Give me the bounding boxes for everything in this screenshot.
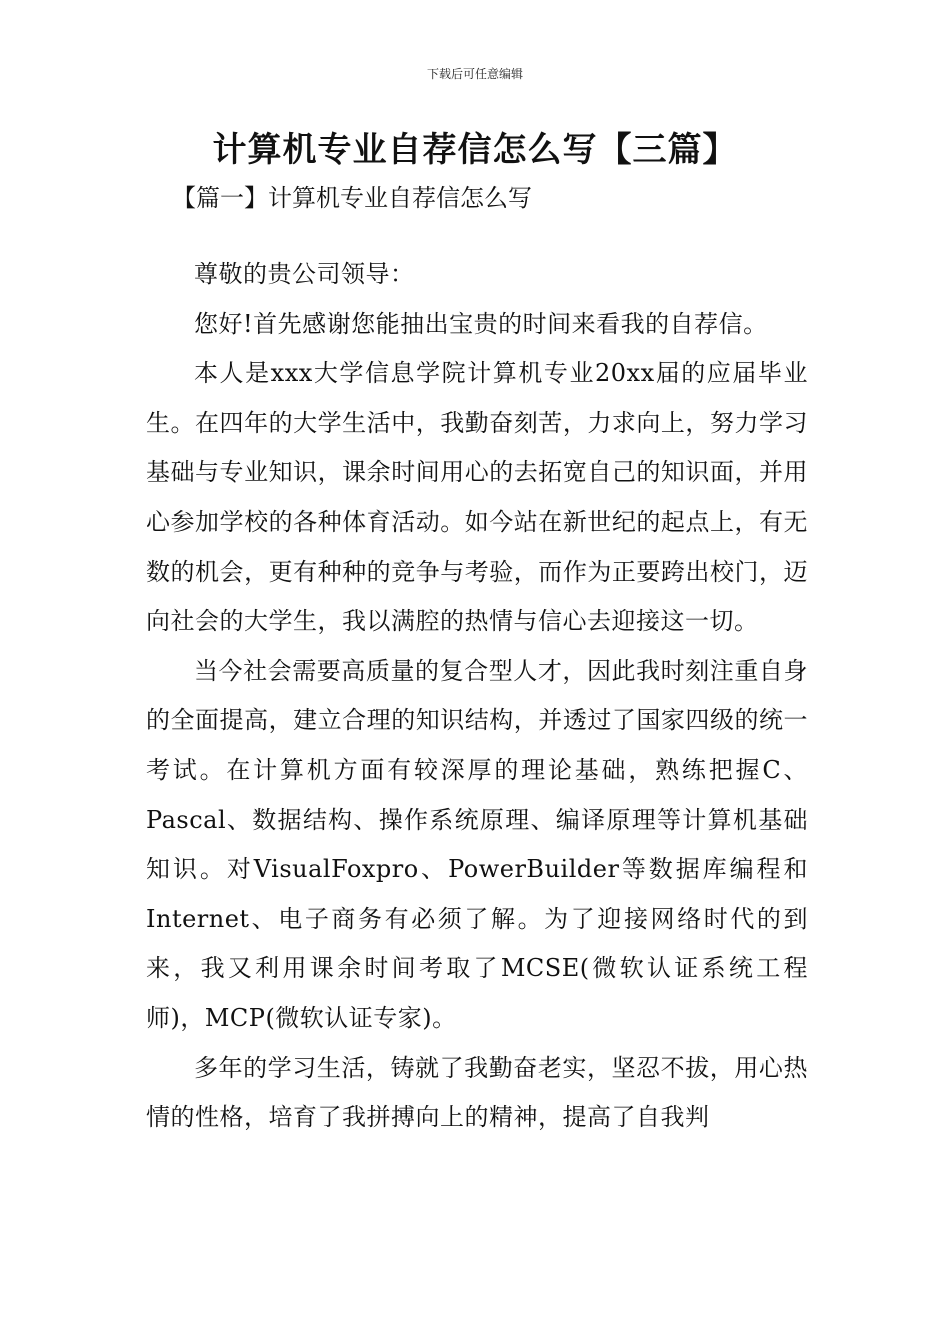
section-heading: 【篇一】计算机专业自荐信怎么写: [172, 184, 532, 212]
document-title: 计算机专业自荐信怎么写【三篇】: [212, 130, 738, 170]
salutation: 尊敬的贵公司领导：: [194, 260, 415, 288]
letter-body: [146, 250, 808, 1143]
greeting-paragraph: 您好!首先感谢您能抽出宝贵的时间来看我的自荐信。: [194, 309, 768, 338]
skills-paragraph: 当今社会需要高质量的复合型人才，因此我时刻注重自身的全面提高，建立合理的知识结构，并透过了国家四级的统一考试。在计算机方面有较深厚的理论基础，熟练把握C、Pascal、数据结构、操作系统原理、编译原理等计算机基础知识。对VisualFoxpro、PowerBuilder等数据库编程和Internet、电子商务有必须了解。为了迎接网络时代的到来，我又利用课余时间考取了MCSE(微软认证系统工程师)，MCP(微软认证专家)。: [146, 656, 808, 1032]
header-note: 下载后可任意编辑: [426, 67, 523, 81]
character-paragraph: 多年的学习生活，铸就了我勤奋老实，坚忍不拔，用心热情的性格，培育了我拼搏向上的精神，提高了自我判: [146, 1053, 808, 1132]
intro-paragraph: 本人是xxx大学信息学院计算机专业20xx届的应届毕业生。在四年的大学生活中，我勤奋刻苦，力求向上，努力学习基础与专业知识，课余时间用心的去拓宽自己的知识面，并用心参加学校的各种体育活动。如今站在新世纪的起点上，有无数的机会，更有种种的竞争与考验，而作为正要跨出校门，迈向社会的大学生，我以满腔的热情与信心去迎接这一切。: [146, 359, 808, 636]
